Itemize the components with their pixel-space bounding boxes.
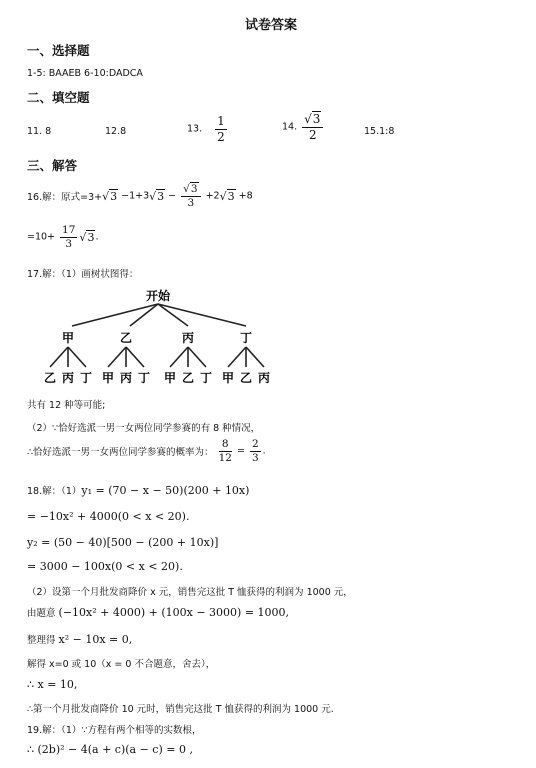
tree-node: 乙 [119,331,133,345]
tree-root: 开始 [145,289,171,303]
q18-line5: （2）设第一个月批发商降价 x 元，销售完这批 T 恤获得的利润为 1000 元， [27,587,353,598]
q17-part2: （2）∵恰好选派一男一女两位同学参赛的有 8 种情况， [27,423,261,434]
q18-line10: ∴第一个月批发商降价 10 元时，销售完这批 T 恤获得的利润为 1000 元. [27,704,334,715]
tree-node: 丙 [181,331,195,345]
q18-line9: ∴ x = 10, [27,678,78,691]
tree-diagram [40,284,280,390]
answer-12: 12.8 [105,126,127,137]
answer-15: 15.1:8 [364,126,395,137]
tree-node: 甲 [61,331,75,345]
tree-leaf: 乙 [181,371,195,385]
q17-probability: ∴恰好选派一男一女两位同学参赛的概率为： $\frac{8}{12}$ = $\frac{2}{3}$ . [27,438,266,464]
q16-line2: =10+ $\frac{17}{3}$ √3. [27,224,99,250]
tree-leaf: 甲 [101,371,115,385]
section-heading-choice: 一、选择题 [27,43,90,58]
tree-leaf: 甲 [221,371,235,385]
tree-leaf: 甲 [163,371,177,385]
page-title: 试卷答案 [245,18,298,33]
q18-line6: 由题意 (−10x² + 4000) + (100x − 3000) = 1000, [27,606,290,619]
q19-line2: ∴ (2b)² − 4(a + c)(a − c) = 0 , [27,743,193,756]
answer-14: 14. $\frac{√3}{2}$ [282,112,325,142]
tree-leaf: 丁 [79,371,93,385]
q16-line1: 16.解：原式=3+√3 −1+3√3 − $\frac{√3}{3}$ +2√3 +8 [27,183,253,209]
q19-line1: 19.解：（1）∵方程有两个相等的实数根， [27,725,202,736]
choice-answers: 1-5: BAAEB 6-10:DADCA [27,68,143,79]
answer-13: 13. $\frac{1}{2}$ [187,114,225,144]
tree-leaf: 丙 [257,371,271,385]
answer-11: 11. 8 [27,126,52,137]
q18-line3: y₂ = (50 − 40)[500 − (200 + 10x)] [27,536,219,549]
tree-leaf: 乙 [43,371,57,385]
tree-leaf: 丙 [61,371,75,385]
q18-line4: = 3000 − 100x(0 < x < 20). [27,560,183,573]
tree-leaf: 丁 [137,371,151,385]
section-heading-fill: 二、填空题 [27,90,90,105]
q17-total: 共有 12 种等可能; [27,400,106,411]
tree-node: 丁 [239,331,253,345]
q17-intro: 17.解：（1）画树状图得： [27,269,139,280]
q18-line2: = −10x² + 4000(0 < x < 20). [27,510,190,523]
q18-line8: 解得 x=0 或 10（x = 0 不合题意，舍去）， [27,659,216,670]
q18-line7: 整理得 x² − 10x = 0, [27,633,133,646]
tree-leaf: 乙 [239,371,253,385]
q18-line1: 18.解：（1）y₁ = (70 − x − 50)(200 + 10x) [27,484,250,497]
tree-leaf: 丁 [199,371,213,385]
tree-leaf: 丙 [119,371,133,385]
section-heading-solve: 三、解答 [27,158,78,173]
